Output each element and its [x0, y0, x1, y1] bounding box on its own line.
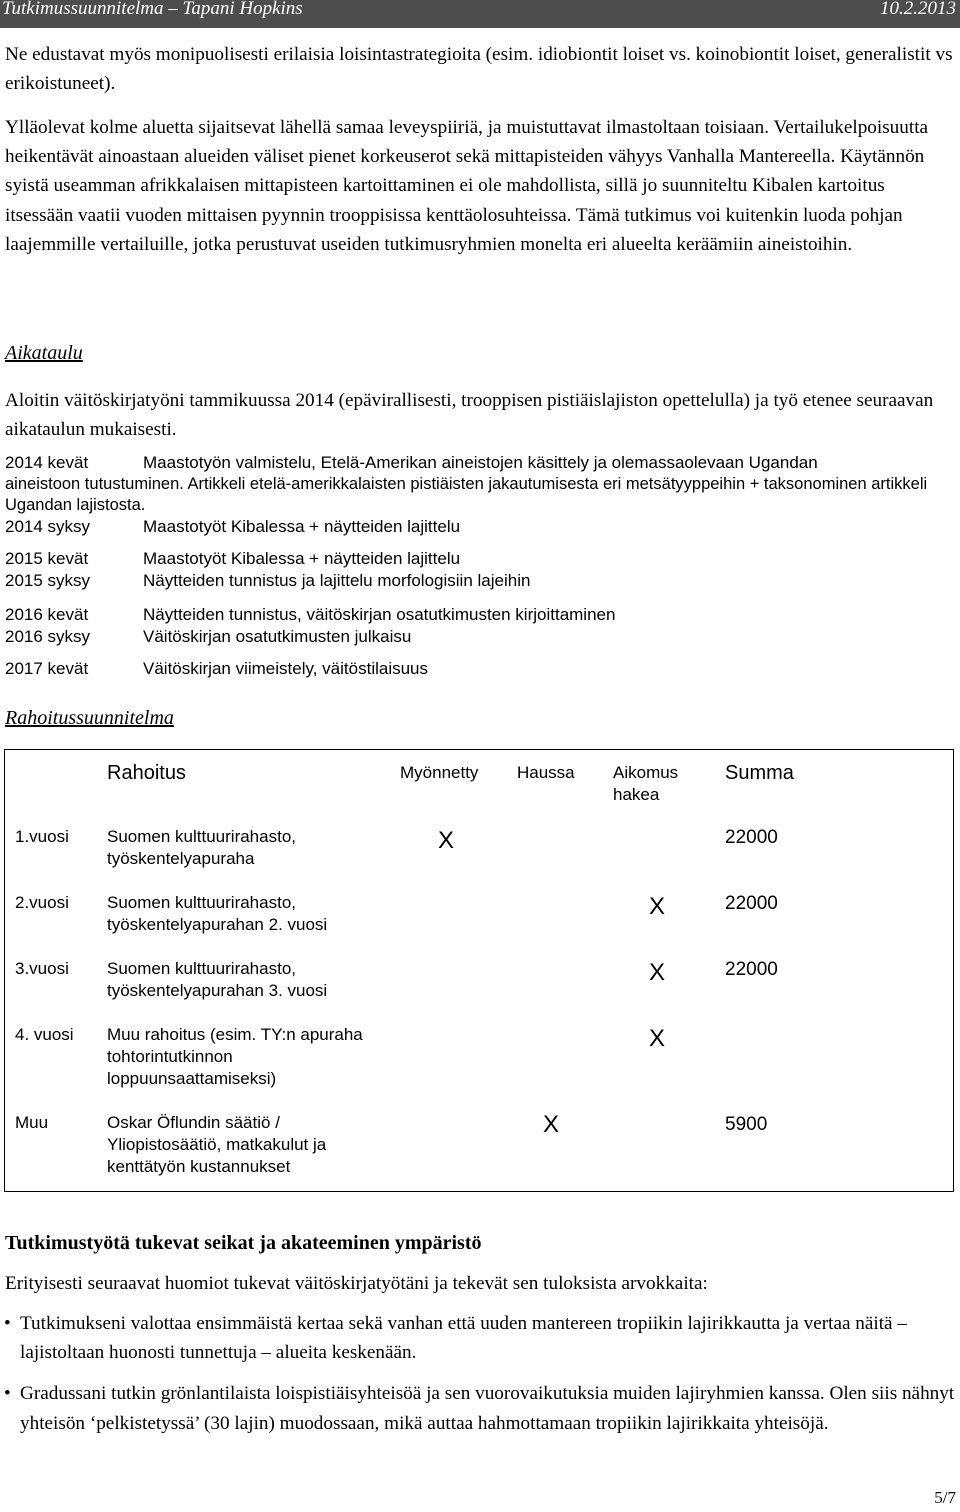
planned-mark: X [649, 893, 666, 920]
funding-year: 2.vuosi [15, 893, 69, 912]
funding-table [4, 749, 954, 1192]
column-header-sum: Summa [725, 762, 794, 784]
bullet-icon: • [4, 1383, 11, 1405]
schedule-intro: Aloitin väitöskirjatyöni tammikuussa 2014 (epävirallisesti, trooppisen pistiäislajiston opettelulla) ja työ etenee seuraavan aikataulun mukaisesti. [5, 390, 934, 441]
schedule-term: 2017 kevät [5, 659, 89, 678]
schedule-term: 2016 kevät [5, 605, 89, 624]
schedule-description: Maastotyön valmistelu, Etelä-Amerikan aineistojen käsittely ja olemassaolevaan Ugandan [143, 453, 818, 472]
schedule-row [5, 626, 950, 648]
schedule-description: Väitöskirjan osatutkimusten julkaisu [143, 627, 412, 646]
funding-sum: 22000 [725, 827, 778, 848]
pending-mark: X [543, 1111, 560, 1138]
funding-source: Suomen kulttuurirahasto, työskentelyapurahan 2. vuosi [107, 893, 328, 934]
document-date: 10.2.2013 [880, 0, 956, 19]
granted-mark: X [438, 827, 455, 854]
schedule-row-continuation: aineistoon tutustuminen. Artikkeli etelä-amerikkalaisten pistiäisten jakautumisesta eri metsätyyppeihin + taksonominen artikkeli Ugandan lajistosta. [5, 475, 928, 514]
schedule-description: Näytteiden tunnistus, väitöskirjan osatutkimusten kirjoittaminen [143, 605, 616, 624]
schedule-description: Näytteiden tunnistus ja lajittelu morfologisiin lajeihin [143, 571, 531, 590]
schedule-description: Väitöskirjan viimeistely, väitöstilaisuus [143, 659, 429, 678]
support-list [0, 1309, 955, 1450]
schedule-term: 2015 kevät [5, 549, 89, 568]
planned-mark: X [649, 959, 666, 986]
funding-year: 4. vuosi [15, 1025, 74, 1044]
schedule-description: Maastotyöt Kibalessa + näytteiden lajittelu [143, 517, 461, 536]
schedule-row [5, 658, 950, 680]
support-intro: Erityisesti seuraavat huomiot tukevat väitöskirjatyötäni ja tekevät sen tuloksista arvokkaita: [5, 1273, 708, 1294]
column-header-source: Rahoitus [107, 762, 186, 784]
intro-paragraph-2: Ylläolevat kolme aluetta sijaitsevat lähellä samaa leveyspiiriä, ja muistuttavat ilmastoltaan toisiaan. Vertailukelpoisuutta heikentävät ainoastaan alueiden väliset pienet korkeuserot sekä mittapisteiden vähyys Vanhalla Mantereella. Käytännön syistä useamman afrikkalaisen mittapisteen kartoittaminen ei ole mahdollista, sillä jo suunniteltu Kibalen kartoitus itsessään vaatii vuoden mittaisen pyynnin trooppisissa kenttäolosuhteissa. Tämä tutkimus voi kuitenkin luoda pohjan laajemmille vertailuille, jotka perustuvat useiden tutkimusryhmien monelta eri alueelta keräämiin aineistoihin. [5, 117, 929, 255]
funding-year: 3.vuosi [15, 959, 69, 978]
schedule-description: Maastotyöt Kibalessa + näytteiden lajittelu [143, 549, 461, 568]
page-header [0, 0, 960, 28]
funding-source: Oskar Öflundin säätiö / Yliopistosäätiö, matkakulut ja kenttätyön kustannukset [107, 1113, 327, 1176]
schedule-heading: Aikataulu [5, 342, 83, 364]
bullet-icon: • [4, 1313, 11, 1334]
funding-year: 1.vuosi [15, 827, 69, 846]
schedule-term: 2016 syksy [5, 627, 91, 646]
funding-sum: 5900 [725, 1114, 768, 1135]
schedule-row [5, 548, 950, 570]
schedule-term: 2015 syksy [5, 571, 91, 590]
column-header-planned: Aikomus hakea [613, 763, 679, 804]
list-item-text: Tutkimukseni valottaa ensimmäistä kertaa sekä vanhan että uuden mantereen tropiikin lajirikkautta ja vertaa näitä – lajistoltaan huonosti tunnettuja – alueita keskenään. [20, 1313, 907, 1364]
schedule-row [5, 452, 950, 474]
schedule-term: 2014 syksy [5, 517, 91, 536]
funding-source: Suomen kulttuurirahasto, työskentelyapuraha [107, 827, 296, 868]
funding-heading: Rahoitussuunnitelma [5, 707, 174, 729]
intro-paragraph-1: Ne edustavat myös monipuolisesti erilaisia loisintastrategioita (esim. idiobiontit loiset vs. koinobiontit loiset, generalistit vs erikoistuneet). [5, 44, 953, 95]
funding-sum: 22000 [725, 959, 778, 980]
planned-mark: X [649, 1025, 666, 1052]
column-header-granted: Myönnetty [400, 763, 479, 782]
schedule-term: 2014 kevät [5, 453, 89, 472]
funding-source: Muu rahoitus (esim. TY:n apuraha tohtorintutkinnon loppuunsaattamiseksi) [107, 1025, 363, 1088]
schedule-row [5, 516, 950, 538]
funding-sum: 22000 [725, 893, 778, 914]
list-item [0, 1379, 955, 1437]
support-heading: Tutkimustyötä tukevat seikat ja akateeminen ympäristö [5, 1232, 482, 1254]
page-number: 5/7 [934, 1488, 956, 1507]
list-item-text: Gradussani tutkin grönlantilaista loispistiäisyhteisöä ja sen vuorovaikutuksia muiden lajiryhmien kanssa. Olen siis nähnyt yhteisön ‘pelkistetyssä’ (30 lajin) muodossaan, mikä auttaa hahmottamaan tropiikin lajirikkaita yhteisöjä. [20, 1383, 955, 1434]
list-item [0, 1309, 955, 1367]
schedule-row [5, 604, 950, 626]
document-title: Tutkimussuunnitelma – Tapani Hopkins [2, 0, 303, 19]
funding-source: Suomen kulttuurirahasto, työskentelyapurahan 3. vuosi [107, 959, 328, 1000]
schedule-row [5, 570, 950, 592]
funding-year: Muu [15, 1113, 49, 1132]
column-header-pending: Haussa [517, 763, 575, 782]
